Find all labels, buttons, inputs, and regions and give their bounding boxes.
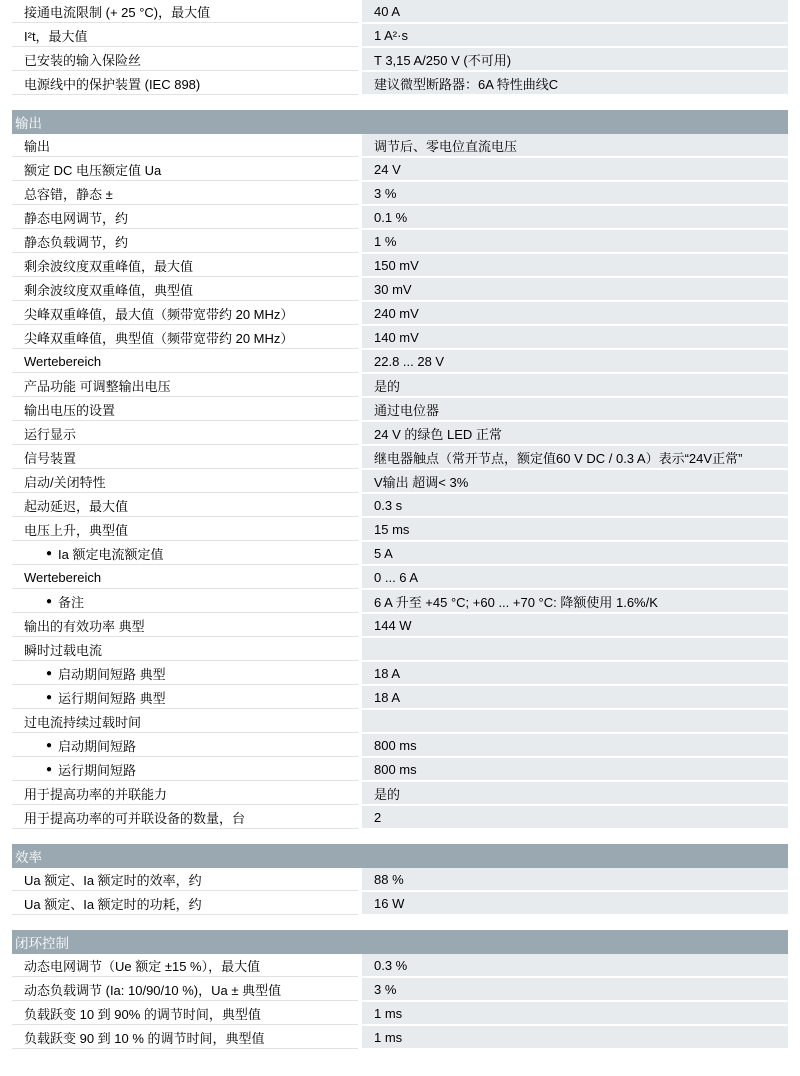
spec-row — [12, 1002, 788, 1026]
spec-row — [12, 470, 788, 494]
spec-row — [12, 326, 788, 350]
input-section-tail — [12, 0, 788, 96]
spec-label: 信号装置 — [24, 450, 77, 466]
spec-row — [12, 398, 788, 422]
spec-label: 负载跃变 90 到 10 % 的调节时间，典型值 — [24, 1030, 265, 1046]
spec-value: 是的 — [362, 782, 788, 805]
spec-row — [12, 590, 788, 614]
spec-label-cell — [12, 72, 358, 95]
bullet-icon: ● — [46, 739, 53, 751]
spec-label-cell — [12, 48, 358, 71]
spec-row — [12, 978, 788, 1002]
spec-label-cell — [12, 494, 358, 517]
spec-sheet — [12, 0, 788, 1064]
spec-row — [12, 638, 788, 662]
spec-label-cell — [12, 206, 358, 229]
spec-label: Ua 额定、Ia 额定时的效率，约 — [24, 872, 202, 888]
spec-label: Wertebereich — [24, 569, 102, 585]
spec-label: 剩余波纹度双重峰值，典型值 — [24, 282, 194, 298]
spec-row — [12, 446, 788, 470]
spec-value: 调节后、零电位直流电压 — [362, 134, 788, 157]
spec-row — [12, 1026, 788, 1050]
spec-value: 22.8 ... 28 V — [362, 350, 788, 373]
spec-label-cell — [12, 422, 358, 445]
spec-row — [12, 892, 788, 916]
spec-row — [12, 48, 788, 72]
spec-label-cell — [12, 446, 358, 469]
spec-label-cell — [12, 518, 358, 541]
spec-label-cell — [12, 734, 358, 757]
spec-label-cell — [12, 978, 358, 1001]
spec-row — [12, 374, 788, 398]
spec-row — [12, 134, 788, 158]
spec-label: 剩余波纹度双重峰值，最大值 — [24, 258, 194, 274]
spec-value: 0 ... 6 A — [362, 566, 788, 589]
spec-label: 总容错，静态 ± — [24, 186, 113, 202]
spec-row — [12, 350, 788, 374]
spec-label: 动态电网调节（Ue 额定 ±15 %），最大值 — [24, 958, 261, 974]
spec-label-cell — [12, 686, 358, 709]
spec-row — [12, 662, 788, 686]
spec-row — [12, 230, 788, 254]
spec-row — [12, 868, 788, 892]
spec-row — [12, 302, 788, 326]
spec-value: 140 mV — [362, 326, 788, 349]
spec-label: 静态电网调节，约 — [24, 210, 129, 226]
spec-label: 用于提高功率的可并联设备的数量，台 — [24, 810, 246, 826]
spec-label-cell — [12, 398, 358, 421]
spec-value: 0.3 s — [362, 494, 788, 517]
spec-value: 1 A²·s — [362, 24, 788, 47]
spec-label: 尖峰双重峰值，最大值（频带宽带约 20 MHz） — [24, 306, 294, 322]
spec-label: 负载跃变 10 到 90% 的调节时间，典型值 — [24, 1006, 261, 1022]
spec-value: 继电器触点（常开节点，额定值60 V DC / 0.3 A）表示“24V正常” — [362, 446, 788, 469]
spec-value: 15 ms — [362, 518, 788, 541]
spec-label-cell — [12, 254, 358, 277]
spec-row — [12, 782, 788, 806]
spec-label: 额定 DC 电压额定值 Ua — [24, 162, 162, 178]
spec-value — [362, 710, 788, 733]
spec-label: 运行期间短路 典型 — [58, 690, 166, 706]
spec-row — [12, 806, 788, 830]
spec-label: Wertebereich — [24, 353, 102, 369]
spec-value: 1 ms — [362, 1026, 788, 1049]
section-header-efficiency: 效率 — [12, 844, 788, 868]
spec-label: 输出的有效功率 典型 — [24, 618, 145, 634]
spec-label: 备注 — [58, 594, 85, 610]
spec-row — [12, 254, 788, 278]
spec-row — [12, 422, 788, 446]
spec-label-cell — [12, 470, 358, 493]
spec-label-cell — [12, 806, 358, 829]
spec-label: 起动延迟，最大值 — [24, 498, 129, 514]
spec-value: 40 A — [362, 0, 788, 23]
spec-value: 3 % — [362, 978, 788, 1001]
spec-label: 已安装的输入保险丝 — [24, 52, 142, 68]
spec-label-cell — [12, 614, 358, 637]
spec-label-cell — [12, 954, 358, 977]
spec-label-cell — [12, 0, 358, 23]
spec-label-cell — [12, 662, 358, 685]
spec-row — [12, 72, 788, 96]
spec-label: Ia 额定电流额定值 — [58, 546, 164, 562]
spec-label: 运行显示 — [24, 426, 77, 442]
spec-label-cell — [12, 868, 358, 891]
spec-value: 18 A — [362, 662, 788, 685]
spec-label-cell — [12, 302, 358, 325]
spec-label-cell — [12, 566, 358, 589]
spec-label-cell — [12, 1026, 358, 1049]
spec-row — [12, 182, 788, 206]
spec-label: 启动期间短路 — [58, 738, 137, 754]
spec-value: 0.1 % — [362, 206, 788, 229]
spec-label: I²t，最大值 — [24, 28, 88, 44]
spec-label-cell — [12, 350, 358, 373]
spec-row — [12, 758, 788, 782]
spec-row — [12, 710, 788, 734]
spec-label: 接通电流限制 (+ 25 °C)，最大值 — [24, 4, 211, 20]
spec-row — [12, 206, 788, 230]
spec-row — [12, 0, 788, 24]
spec-label: 电压上升，典型值 — [24, 522, 129, 538]
spec-row — [12, 542, 788, 566]
spec-label: Ua 额定、Ia 额定时的功耗，约 — [24, 896, 202, 912]
spec-label-cell — [12, 758, 358, 781]
spec-value: 1 % — [362, 230, 788, 253]
spec-value: 150 mV — [362, 254, 788, 277]
spec-label-cell — [12, 326, 358, 349]
output-section — [12, 110, 788, 830]
spec-label-cell — [12, 230, 358, 253]
spec-value: 1 ms — [362, 1002, 788, 1025]
spec-label-cell — [12, 590, 358, 613]
spec-label: 运行期间短路 — [58, 762, 137, 778]
spec-value: 800 ms — [362, 734, 788, 757]
spec-label: 静态负载调节，约 — [24, 234, 129, 250]
spec-label: 瞬时过载电流 — [24, 642, 103, 658]
spec-label-cell — [12, 1002, 358, 1025]
spec-value — [362, 638, 788, 661]
bullet-icon: ● — [46, 667, 53, 679]
spec-value: 是的 — [362, 374, 788, 397]
spec-label: 产品功能 可调整输出电压 — [24, 378, 171, 394]
bullet-icon: ● — [46, 595, 53, 607]
spec-label-cell — [12, 278, 358, 301]
spec-row — [12, 158, 788, 182]
spec-label: 输出电压的设置 — [24, 402, 116, 418]
spec-value: 5 A — [362, 542, 788, 565]
spec-value: 240 mV — [362, 302, 788, 325]
spec-label: 输出 — [24, 138, 51, 154]
spec-value: 18 A — [362, 686, 788, 709]
spec-label-cell — [12, 134, 358, 157]
spec-label: 尖峰双重峰值，典型值（频带宽带约 20 MHz） — [24, 330, 294, 346]
spec-row — [12, 734, 788, 758]
spec-row — [12, 24, 788, 48]
spec-label-cell — [12, 182, 358, 205]
spec-row — [12, 614, 788, 638]
spec-value: 6 A 升至 +45 °C; +60 ... +70 °C: 降额使用 1.6%/K — [362, 590, 788, 613]
spec-label-cell — [12, 782, 358, 805]
spec-row — [12, 954, 788, 978]
spec-label-cell — [12, 374, 358, 397]
spec-value: 24 V 的绿色 LED 正常 — [362, 422, 788, 445]
spec-value: 16 W — [362, 892, 788, 915]
spec-label: 用于提高功率的并联能力 — [24, 786, 168, 802]
spec-label-cell — [12, 24, 358, 47]
bullet-icon: ● — [46, 547, 53, 559]
spec-row — [12, 518, 788, 542]
spec-value: 通过电位器 — [362, 398, 788, 421]
spec-row — [12, 686, 788, 710]
spec-row — [12, 566, 788, 590]
spec-value: 30 mV — [362, 278, 788, 301]
spec-value: 3 % — [362, 182, 788, 205]
bullet-icon: ● — [46, 763, 53, 775]
section-header-output: 输出 — [12, 110, 788, 134]
spec-value: 0.3 % — [362, 954, 788, 977]
spec-value: 建议微型断路器：6A 特性曲线C — [362, 72, 788, 95]
spec-value: V输出 超调< 3% — [362, 470, 788, 493]
spec-value: T 3,15 A/250 V (不可用) — [362, 48, 788, 71]
spec-label-cell — [12, 710, 358, 733]
control-section — [12, 930, 788, 1050]
section-header-control: 闭环控制 — [12, 930, 788, 954]
spec-label: 启动期间短路 典型 — [58, 666, 166, 682]
spec-value: 24 V — [362, 158, 788, 181]
spec-label: 动态负载调节 (Ia: 10/90/10 %)，Ua ± 典型值 — [24, 982, 282, 998]
spec-label-cell — [12, 892, 358, 915]
spec-row — [12, 278, 788, 302]
spec-value: 144 W — [362, 614, 788, 637]
spec-value: 88 % — [362, 868, 788, 891]
spec-label: 启动/关闭特性 — [24, 474, 106, 490]
spec-label: 过电流持续过载时间 — [24, 714, 142, 730]
spec-label: 电源线中的保护装置 (IEC 898) — [24, 76, 201, 92]
efficiency-section — [12, 844, 788, 916]
spec-value: 800 ms — [362, 758, 788, 781]
spec-label-cell — [12, 542, 358, 565]
spec-row — [12, 494, 788, 518]
bullet-icon: ● — [46, 691, 53, 703]
spec-label-cell — [12, 638, 358, 661]
spec-value: 2 — [362, 806, 788, 829]
spec-label-cell — [12, 158, 358, 181]
